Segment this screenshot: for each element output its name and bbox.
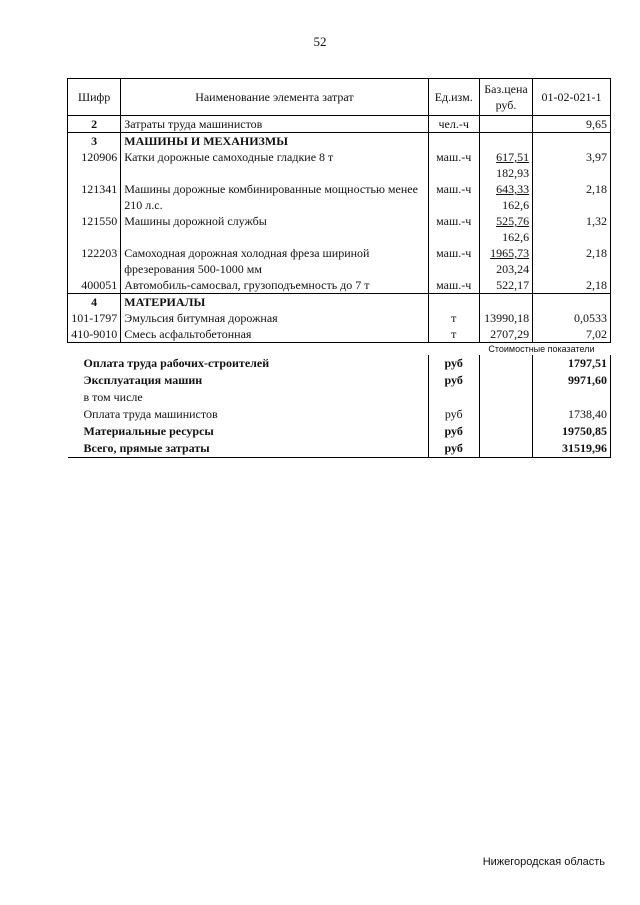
row-price: 522,17 — [479, 277, 532, 294]
section-title: МАШИНЫ И МЕХАНИЗМЫ — [121, 133, 428, 150]
summary-row — [68, 372, 611, 389]
summary-unit: руб — [428, 406, 479, 423]
row-norm: 9,65 — [533, 116, 611, 133]
row-unit: маш.-ч — [428, 277, 479, 294]
header-unit: Ед.изм. — [428, 79, 479, 116]
price-value: 1965,73 — [490, 246, 530, 260]
table-row — [68, 181, 611, 213]
row-name: Катки дорожные самоходные гладкие 8 т — [121, 149, 428, 181]
table-row — [68, 326, 611, 343]
section-row — [68, 294, 611, 311]
summary-unit: руб — [428, 440, 479, 458]
row-norm: 2,18 — [533, 277, 611, 294]
row-norm: 1,32 — [533, 213, 611, 245]
section-code: 4 — [68, 294, 121, 311]
row-name: Самоходная дорожная холодная фреза шириной фрезерования 500-1000 мм — [121, 245, 428, 277]
row-norm: 7,02 — [533, 326, 611, 343]
price-value: 617,51 — [496, 150, 530, 164]
page-number: 52 — [313, 34, 327, 49]
price-wage-value: 162,6 — [502, 198, 530, 212]
summary-value: 19750,85 — [533, 423, 611, 440]
table-row — [68, 277, 611, 294]
cost-caption-row — [68, 343, 611, 356]
price-wage-value: 182,93 — [496, 166, 530, 180]
summary-value: 1738,40 — [533, 406, 611, 423]
price-value: 643,33 — [496, 182, 530, 196]
summary-value: 9971,60 — [533, 372, 611, 389]
row-unit: т — [428, 310, 479, 326]
summary-row — [68, 406, 611, 423]
cost-estimate-table — [67, 78, 611, 458]
summary-label: Оплата труда рабочих-строителей — [83, 356, 270, 370]
section-code: 3 — [68, 133, 121, 150]
row-code: 120906 — [68, 149, 121, 181]
section-row — [68, 133, 611, 150]
row-code: 101-1797 — [68, 310, 121, 326]
row-norm: 3,97 — [533, 149, 611, 181]
summary-value: 31519,96 — [533, 440, 611, 458]
summary-row — [68, 440, 611, 458]
header-price: Баз.цена руб. — [479, 79, 532, 116]
header-norm: 01-02-021-1 — [533, 79, 611, 116]
row-price: 13990,18 — [479, 310, 532, 326]
row-price: 2707,29 — [479, 326, 532, 343]
summary-label: в том числе — [83, 390, 143, 404]
summary-value: 1797,51 — [533, 355, 611, 372]
row-name: Машины дорожные комбинированные мощностью менее 210 л.с. — [121, 181, 428, 213]
table-header — [68, 79, 611, 116]
summary-unit: руб — [428, 355, 479, 372]
row-unit: маш.-ч — [428, 181, 479, 213]
row-name: Автомобиль-самосвал, грузоподъемность до 7 т — [121, 277, 428, 294]
footer-region: Нижегородская область — [482, 856, 605, 868]
row-norm: 2,18 — [533, 245, 611, 277]
row-code: 400051 — [68, 277, 121, 294]
row-price — [479, 181, 532, 213]
header-name: Наименование элемента затрат — [121, 79, 428, 116]
summary-row — [68, 389, 611, 406]
cost-caption: Стоимостные показатели — [68, 343, 611, 356]
summary-unit: руб — [428, 423, 479, 440]
table-row — [68, 245, 611, 277]
row-name: Затраты труда машинистов — [121, 116, 428, 133]
row-norm: 0,0533 — [533, 310, 611, 326]
section-title: МАТЕРИАЛЫ — [121, 294, 428, 311]
summary-label: Материальные ресурсы — [83, 424, 214, 438]
row-code: 121341 — [68, 181, 121, 213]
table-row — [68, 116, 611, 133]
row-price — [479, 245, 532, 277]
price-wage-value: 203,24 — [496, 262, 530, 276]
row-code: 121550 — [68, 213, 121, 245]
row-unit: маш.-ч — [428, 149, 479, 181]
row-price — [479, 116, 532, 133]
header-code: Шифр — [68, 79, 121, 116]
row-name: Машины дорожной службы — [121, 213, 428, 245]
table-row — [68, 310, 611, 326]
row-unit: маш.-ч — [428, 245, 479, 277]
summary-row — [68, 423, 611, 440]
summary-label: Эксплуатация машин — [83, 373, 203, 387]
row-code: 122203 — [68, 245, 121, 277]
summary-label: Оплата труда машинистов — [83, 407, 218, 421]
price-value: 525,76 — [496, 214, 530, 228]
table-row — [68, 149, 611, 181]
row-unit: т — [428, 326, 479, 343]
row-unit: чел.-ч — [428, 116, 479, 133]
row-name: Эмульсия битумная дорожная — [121, 310, 428, 326]
table-row — [68, 213, 611, 245]
row-unit: маш.-ч — [428, 213, 479, 245]
summary-row — [68, 355, 611, 372]
row-price — [479, 149, 532, 181]
row-name: Смесь асфальтобетонная — [121, 326, 428, 343]
row-code: 2 — [68, 116, 121, 133]
summary-label: Всего, прямые затраты — [68, 440, 429, 458]
row-code: 410-9010 — [68, 326, 121, 343]
row-norm: 2,18 — [533, 181, 611, 213]
price-wage-value: 162,6 — [502, 230, 530, 244]
row-price — [479, 213, 532, 245]
summary-unit: руб — [428, 372, 479, 389]
